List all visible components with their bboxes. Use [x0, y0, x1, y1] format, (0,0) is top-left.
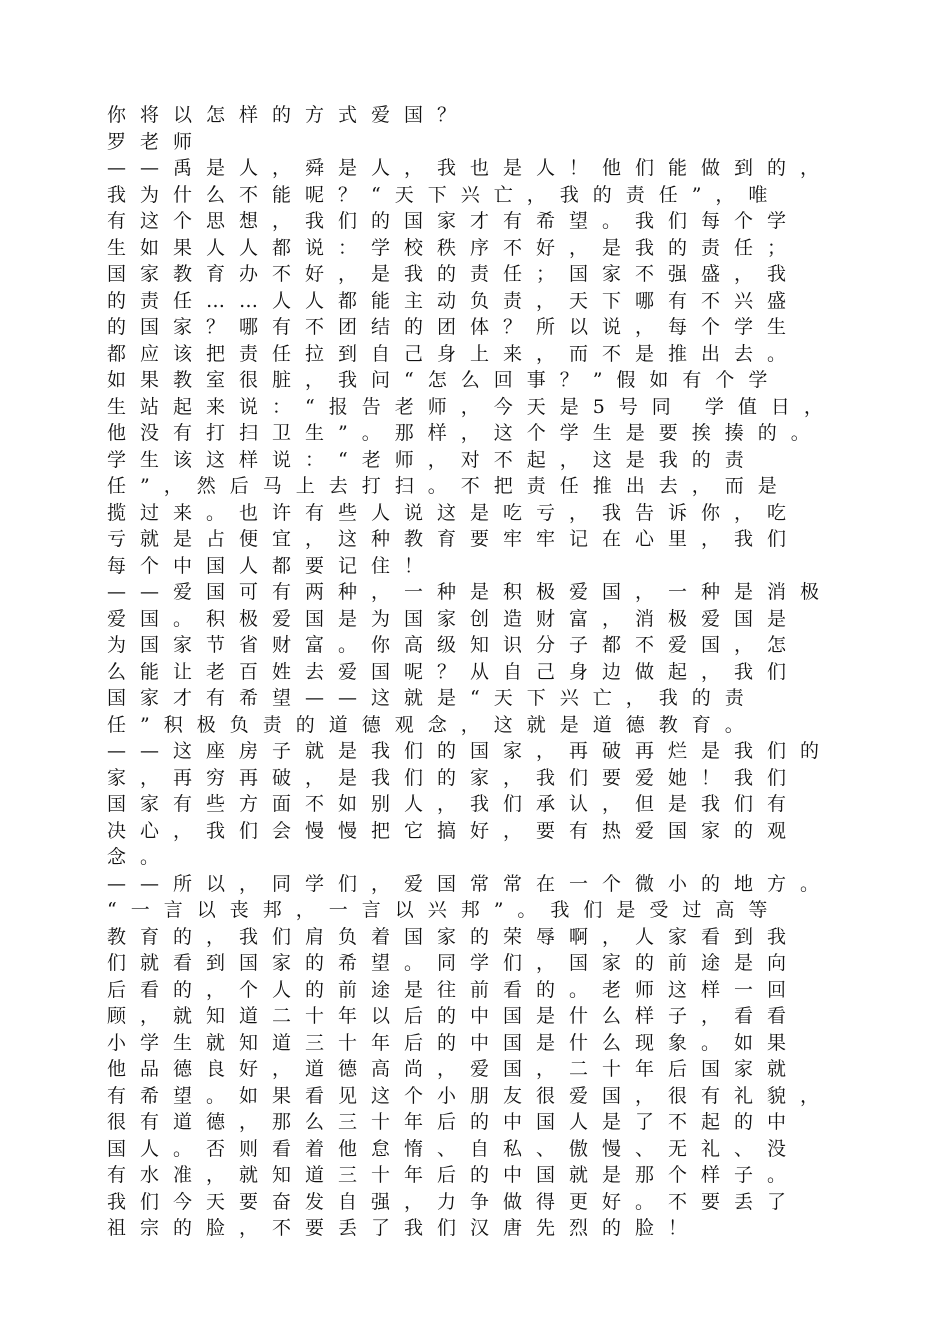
body-line: 的责任……人人都能主动负责，天下哪有不兴盛 — [107, 289, 801, 312]
body-line: 有这个思想，我们的国家才有希望。我们每个学 — [107, 210, 801, 232]
body-line: 的国家？哪有不团结的团体？所以说，每个学生 — [107, 316, 801, 338]
body-line: 为国家节省财富。你高级知识分子都不爱国，怎 — [107, 634, 801, 656]
body-line: 任”，然后马上去打扫。不把责任推出去，而是 — [107, 475, 791, 497]
body-line: 每个中国人都要记住！ — [107, 554, 438, 577]
document-title: 你将以怎样的方式爱国？ — [107, 104, 471, 126]
body-lines — [107, 155, 867, 1242]
body-line: 顾，就知道二十年以后的中国是什么样子，看看 — [107, 1005, 801, 1027]
document-author: 罗老师 — [107, 130, 207, 153]
body-line: 念。 — [107, 846, 174, 868]
body-line: 任”积极负责的道德观念，这就是道德教育。 — [107, 713, 758, 736]
body-line: 都应该把责任拉到自己身上来，而不是推出去。 — [107, 342, 801, 365]
body-line: 学生该这样说：“老师，对不起，这是我的责 — [107, 448, 758, 471]
body-line: 后看的，个人的前途是往前看的。老师这样一回 — [107, 978, 801, 1001]
body-line: “一言以丧邦，一言以兴邦”。我们是受过高等 — [107, 899, 782, 921]
body-line: 他没有打扫卫生”。那样，这个学生是要挨揍的。 — [107, 422, 824, 444]
body-line: 生站起来说：“报告老师，今天是5号同 学值日， — [107, 395, 837, 418]
body-line: 小学生就知道三十年后的中国是什么现象。如果 — [107, 1031, 801, 1054]
body-line: 国家教育办不好，是我的责任；国家不强盛，我 — [107, 263, 801, 285]
body-line: 揽过来。也许有些人说这是吃亏，我告诉你，吃 — [107, 501, 801, 524]
body-line: 国家有些方面不如别人，我们承认，但是我们有 — [107, 793, 801, 815]
body-line: 我们今天要奋发自强，力争做得更好。不要丢了 — [107, 1190, 801, 1213]
body-line: 很有道德，那么三十年后的中国人是了不起的中 — [107, 1111, 801, 1133]
body-line: 如果教室很脏，我问“怎么回事？”假如有个学 — [107, 369, 782, 391]
body-line: 有希望。如果看见这个小朋友很爱国，很有礼貌， — [107, 1084, 834, 1107]
document-body — [107, 102, 867, 1242]
body-line: 他品德良好，道德高尚，爱国，二十年后国家就 — [107, 1058, 801, 1080]
body-line: 决心，我们会慢慢把它搞好，要有热爱国家的观 — [107, 819, 801, 842]
body-line: ——这座房子就是我们的国家，再破再烂是我们的 — [107, 740, 834, 762]
body-line: 爱国。积极爱国是为国家创造财富，消极爱国是 — [107, 607, 801, 630]
body-line: 么能让老百姓去爱国呢？从自己身边做起，我们 — [107, 660, 801, 683]
body-line: 有水准，就知道三十年后的中国就是那个样子。 — [107, 1164, 801, 1186]
body-line: 国家才有希望——这就是“天下兴亡，我的责 — [107, 687, 758, 709]
body-line: 亏就是占便宜，这种教育要牢牢记在心里，我们 — [107, 528, 801, 550]
body-line: 们就看到国家的希望。同学们，国家的前途是向 — [107, 952, 801, 974]
body-line: 祖宗的脸，不要丢了我们汉唐先烈的脸！ — [107, 1217, 702, 1239]
body-line: 我为什么不能呢？“天下兴亡，我的责任”，唯 — [107, 183, 782, 206]
body-line: 家，再穷再破，是我们的家，我们要爱她！我们 — [107, 766, 801, 789]
body-line: ——爱国可有两种，一种是积极爱国，一种是消极 — [107, 581, 834, 603]
body-line: 生如果人人都说：学校秩序不好，是我的责任； — [107, 236, 801, 259]
body-line: 教育的，我们肩负着国家的荣辱啊，人家看到我 — [107, 925, 801, 948]
body-line: ——所以，同学们，爱国常常在一个微小的地方。 — [107, 872, 834, 895]
body-line: 国人。否则看着他怠惰、自私、傲慢、无礼、没 — [107, 1137, 801, 1160]
body-line: ——禹是人，舜是人，我也是人！他们能做到的， — [107, 157, 834, 179]
